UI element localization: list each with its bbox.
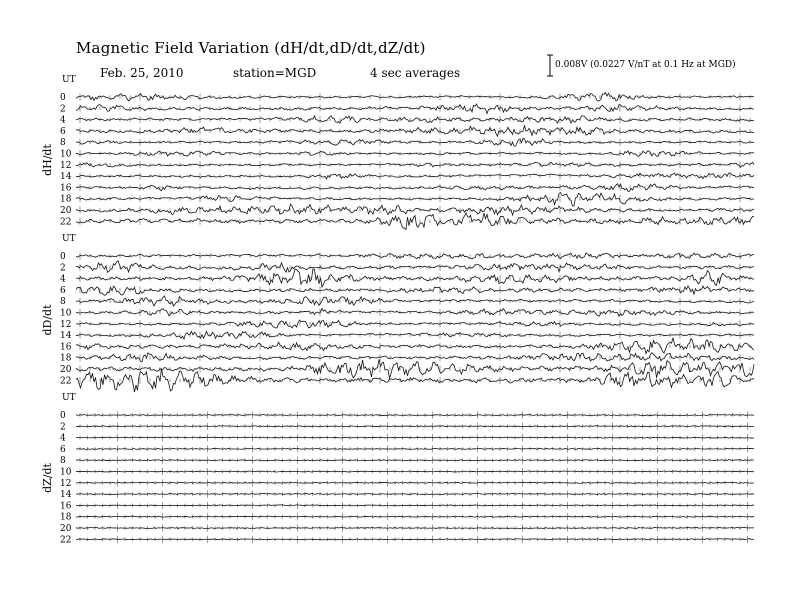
- row-label-14: 14: [60, 172, 72, 183]
- chart-title: Magnetic Field Variation (dH/dt,dD/dt,dZ/dt): [76, 39, 426, 57]
- tick-marks-ut-8: [80, 298, 750, 305]
- date-label: Feb. 25, 2010: [100, 66, 184, 80]
- row-label-0: 0: [60, 252, 66, 262]
- trace-ut-14: [76, 331, 754, 339]
- row-label-0: 0: [60, 411, 66, 421]
- tick-marks-ut-22: [80, 218, 750, 225]
- tick-marks-ut-12: [80, 320, 750, 327]
- tick-marks-ut-4: [80, 116, 750, 123]
- trace-ut-16: [76, 184, 754, 192]
- row-label-16: 16: [60, 342, 72, 353]
- trace-ut-12: [76, 162, 754, 167]
- row-label-12: 12: [60, 160, 72, 171]
- row-label-8: 8: [60, 456, 66, 467]
- row-label-4: 4: [60, 433, 66, 444]
- scale-label: 0.008V (0.0227 V/nT at 0.1 Hz at MGD): [555, 60, 736, 70]
- row-label-14: 14: [60, 490, 72, 501]
- row-label-4: 4: [60, 274, 66, 285]
- row-label-6: 6: [60, 126, 66, 137]
- trace-ut-10: [76, 151, 754, 157]
- scale-bar: [547, 55, 553, 76]
- ut-axis-label: UT: [62, 75, 76, 85]
- row-label-20: 20: [60, 524, 72, 534]
- row-label-8: 8: [60, 138, 66, 149]
- trace-ut-12: [76, 320, 754, 328]
- row-label-16: 16: [60, 183, 72, 194]
- trace-ut-6: [76, 286, 754, 295]
- row-label-8: 8: [60, 297, 66, 308]
- row-label-22: 22: [60, 376, 72, 387]
- row-label-14: 14: [60, 331, 72, 342]
- station-label: station=MGD: [233, 66, 317, 80]
- tick-marks-ut-16: [80, 184, 750, 191]
- trace-ut-6: [76, 126, 754, 136]
- trace-ut-4: [76, 116, 754, 123]
- trace-ut-2: [76, 261, 754, 273]
- trace-ut-10: [76, 309, 754, 317]
- row-label-6: 6: [60, 285, 66, 296]
- row-label-4: 4: [60, 115, 66, 126]
- row-label-16: 16: [60, 501, 72, 512]
- trace-ut-4: [76, 269, 754, 287]
- row-label-20: 20: [60, 206, 72, 216]
- ut-axis-label: UT: [62, 234, 76, 244]
- trace-ut-20: [76, 359, 754, 378]
- panel-dddt: [41, 234, 754, 392]
- trace-ut-16: [76, 338, 754, 354]
- panel-dzdt: [41, 393, 754, 545]
- row-label-18: 18: [60, 512, 72, 523]
- panel-ylabel: dZ/dt: [41, 463, 54, 493]
- trace-ut-14: [76, 173, 754, 179]
- trace-ut-18: [76, 193, 754, 206]
- row-label-22: 22: [60, 217, 72, 228]
- row-label-2: 2: [60, 422, 66, 433]
- tick-marks-ut-8: [80, 139, 750, 146]
- row-label-20: 20: [60, 365, 72, 375]
- row-label-2: 2: [60, 104, 66, 115]
- row-label-10: 10: [60, 308, 72, 319]
- trace-ut-18: [76, 353, 754, 362]
- trace-ut-2: [76, 104, 754, 113]
- row-label-10: 10: [60, 467, 72, 478]
- row-label-10: 10: [60, 149, 72, 160]
- trace-ut-0: [76, 93, 754, 101]
- averages-label: 4 sec averages: [370, 66, 461, 80]
- row-label-18: 18: [60, 194, 72, 205]
- panel-ylabel: dD/dt: [41, 304, 54, 336]
- trace-ut-22: [76, 368, 754, 392]
- trace-ut-8: [76, 296, 754, 306]
- panel-dhdt: [41, 75, 754, 229]
- ut-axis-label: UT: [62, 393, 76, 403]
- row-label-6: 6: [60, 444, 66, 455]
- trace-ut-0: [76, 253, 754, 259]
- row-label-12: 12: [60, 319, 72, 330]
- trace-ut-22: [76, 213, 754, 230]
- row-label-22: 22: [60, 535, 72, 546]
- trace-ut-8: [76, 139, 754, 147]
- row-label-18: 18: [60, 353, 72, 364]
- row-label-2: 2: [60, 263, 66, 274]
- trace-ut-20: [76, 204, 754, 215]
- row-label-12: 12: [60, 478, 72, 489]
- panel-ylabel: dH/dt: [41, 144, 54, 176]
- row-label-0: 0: [60, 93, 66, 103]
- tick-marks-ut-10: [80, 309, 750, 316]
